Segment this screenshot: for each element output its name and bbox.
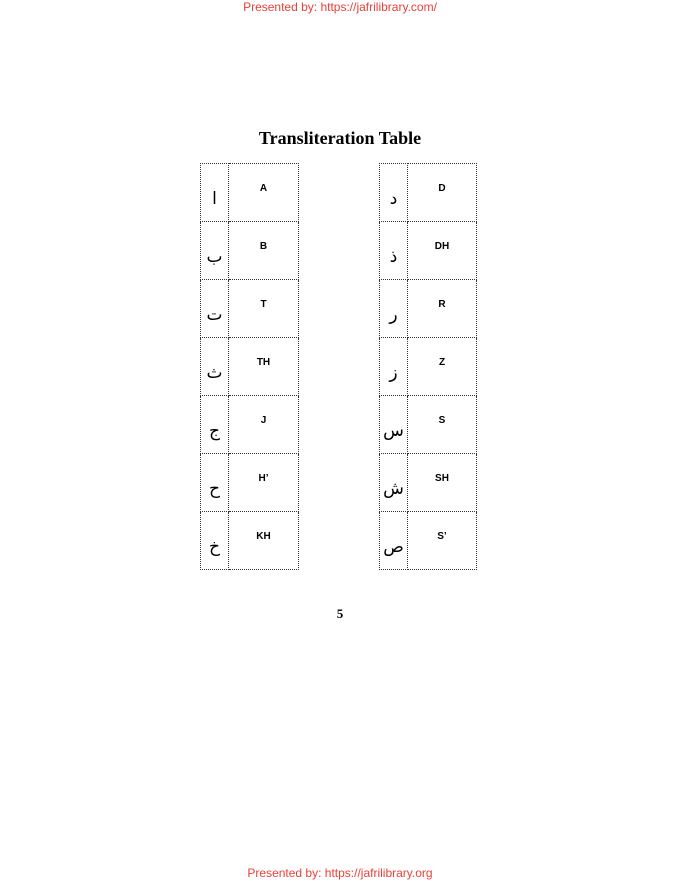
arabic-letter: ح (209, 478, 220, 499)
latin-transliteration: H’ (258, 473, 269, 484)
page-title: Transliteration Table (258, 128, 422, 148)
arabic-letter-cell (380, 396, 408, 454)
table-row (380, 454, 477, 512)
arabic-letter-cell (201, 338, 229, 396)
header-source-link[interactable]: Presented by: https://jafrilibrary.com/ (243, 0, 437, 14)
table-row (380, 396, 477, 454)
table-row (201, 454, 299, 512)
table-row (201, 164, 299, 222)
arabic-letter: ب (206, 246, 223, 267)
latin-transliteration: KH (256, 531, 271, 542)
table-row (380, 280, 477, 338)
arabic-letter-cell (380, 222, 408, 280)
latin-transliteration-cell (229, 222, 299, 280)
arabic-letter-cell (201, 454, 229, 512)
transliteration-table-left (200, 163, 299, 570)
arabic-letter: ر (389, 304, 398, 325)
arabic-letter-cell (201, 396, 229, 454)
latin-transliteration-cell (229, 454, 299, 512)
latin-transliteration-cell (229, 338, 299, 396)
arabic-letter: د (389, 188, 398, 209)
latin-transliteration-cell (229, 396, 299, 454)
latin-transliteration: S (438, 415, 446, 426)
table-row (380, 512, 477, 570)
latin-transliteration: S’ (437, 531, 447, 542)
arabic-letter-cell (380, 512, 408, 570)
table-row (380, 222, 477, 280)
arabic-letter-cell (201, 164, 229, 222)
latin-transliteration-cell (408, 222, 477, 280)
latin-transliteration: DH (434, 241, 450, 252)
footer-source-link[interactable]: Presented by: https://jafrilibrary.org (247, 866, 433, 880)
arabic-letter: ص (383, 536, 404, 557)
page-number: 5 (336, 606, 344, 621)
arabic-letter: ش (383, 478, 404, 499)
arabic-letter-cell (201, 280, 229, 338)
transliteration-table-right (379, 163, 477, 570)
arabic-letter-cell (380, 454, 408, 512)
latin-transliteration: D (438, 183, 446, 194)
latin-transliteration-cell (408, 396, 477, 454)
latin-transliteration-cell (229, 280, 299, 338)
arabic-letter: ز (389, 362, 398, 383)
arabic-letter-cell (380, 338, 408, 396)
latin-transliteration-cell (408, 280, 477, 338)
latin-transliteration: T (260, 299, 267, 310)
latin-transliteration: A (259, 183, 268, 194)
table-row (380, 164, 477, 222)
arabic-letter-cell (380, 164, 408, 222)
arabic-letter: س (383, 420, 404, 441)
table-row (201, 222, 299, 280)
latin-transliteration: TH (256, 357, 271, 368)
arabic-letter: ت (206, 304, 223, 325)
latin-transliteration-cell (408, 512, 477, 570)
table-row (201, 396, 299, 454)
latin-transliteration-cell (229, 164, 299, 222)
table-row (380, 338, 477, 396)
table-row (201, 280, 299, 338)
latin-transliteration-cell (408, 164, 477, 222)
table-row (201, 338, 299, 396)
arabic-letter: خ (209, 536, 220, 557)
latin-transliteration-cell (408, 454, 477, 512)
latin-transliteration: B (259, 241, 268, 252)
arabic-letter: ا (212, 188, 217, 209)
arabic-letter: ج (209, 420, 220, 441)
table-row (201, 512, 299, 570)
arabic-letter-cell (380, 280, 408, 338)
latin-transliteration: Z (438, 357, 446, 368)
latin-transliteration: R (438, 299, 446, 310)
arabic-letter: ث (206, 362, 223, 383)
latin-transliteration-cell (229, 512, 299, 570)
latin-transliteration: SH (435, 473, 449, 484)
latin-transliteration: J (260, 415, 267, 426)
arabic-letter-cell (201, 222, 229, 280)
latin-transliteration-cell (408, 338, 477, 396)
arabic-letter-cell (201, 512, 229, 570)
arabic-letter: ذ (389, 246, 398, 267)
